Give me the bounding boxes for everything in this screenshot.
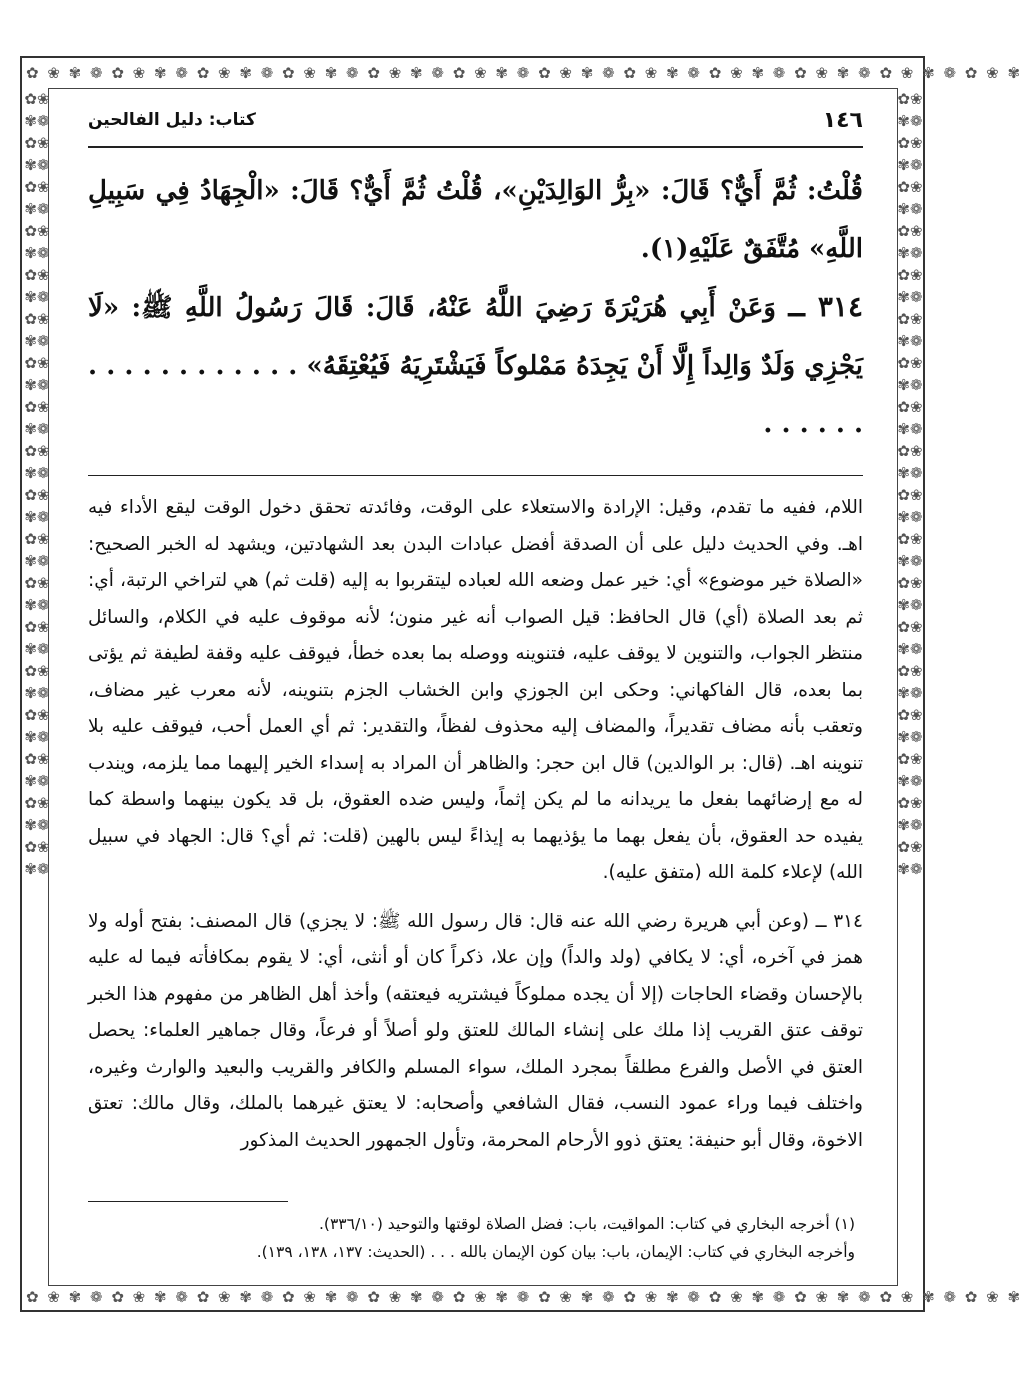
right-ornament-band: ✿❀✾❁✿❀✾❁✿❀✾❁✿❀✾❁✿❀✾❁✿❀✾❁✿❀✾❁✿❀✾❁✿❀✾❁✿❀✾❁✿❀✾❁✿❀✾❁✿❀✾❁✿❀✾❁✿❀✾❁✿❀✾❁✿❀✾❁✿❀✾❁ <box>897 90 923 878</box>
footnote-divider <box>88 1201 288 1202</box>
hadith-number: ٣١٤ ــ <box>788 290 864 323</box>
commentary-paragraph: اللام، ففيه ما تقدم، وقيل: الإرادة والاستعلاء على الوقت، وفائدته تحقق دخول الوقت ليقع الأداء فيه اهـ. وفي الحديث دليل على أن الصدقة أفضل عبادات البدن بعد الشهادتين، ويشهد له الخبر الصحيح: «الصلاة خير موضوع» أي: خير عمل وضعه الله لعباده ليتقربوا به إليه (قلت ثم) هي لتراخي الرتبة، أي: ثم بعد الصلاة (أي) قال الحافظ: قيل الصواب أنه غير منون؛ لأنه موقوف عليه في الكلام، والسائل منتظر الجواب، والتنوين لا يوقف عليه، فتنوينه ووصله بما بعده خطأ، فيوقف عليه وقفة لطيفة ثم يؤتى بما بعده، قال الفاكهاني: وحكى ابن الجوزي وابن الخشاب الجزم بتنوينه، لأنه معرب غير مضاف، وتعقب بأنه مضاف تقديراً، والمضاف إليه محذوف لفظاً، والتقدير: ثم أي العمل أحب، فيوقف عليه بلا تنوينه اهـ. (قال: بر الوالدين) قال ابن حجر: والظاهر أن المراد به إسداء الخير إليهما مما يلزمه، ويندب له مع إرضائهما بفعل ما يريدانه ما لم يكن إثماً، وليس ضده العقوق، بل قد يكون بينهما واسطة كما يفيده حد العقوق، بأن يفعل بهما ما يؤذيهما به إيذاءً ليس بالهين (قلت: ثم أي؟ قال: الجهاد في سبيل الله) لإعلاء كلمة الله (متفق عليه). <box>88 497 863 883</box>
section-divider <box>88 475 863 476</box>
hadith-paragraph <box>88 278 863 453</box>
hadith-text-block <box>88 162 863 453</box>
commentary-block <box>88 490 863 1159</box>
hadith-body: وَعَنْ أَبِي هُرَيْرَةَ رَضِيَ اللَّهُ عَنْهُ، قَالَ: قَالَ رَسُولُ اللَّهِ ﷺ: «لَا يَجْزِي وَلَدٌ وَالِداً إِلَّا أَنْ يَجِدَهُ مَمْلوكاً فَيَشْتَرِيَهُ فَيُعْتِقَهُ» . . . . . . . . . . . . . . . . . . <box>88 293 863 439</box>
running-header <box>88 94 863 148</box>
bottom-ornament-band: ✿ ❀ ✾ ❁ ✿ ❀ ✾ ❁ ✿ ❀ ✾ ❁ ✿ ❀ ✾ ❁ ✿ ❀ ✾ ❁ ✿ ❀ ✾ ❁ ✿ ❀ ✾ ❁ ✿ ❀ ✾ ❁ ✿ ❀ ✾ ❁ ✿ ❀ ✾ ❁ ✿ ❀ ✾ ❁ ✿ ❀ ✾ <box>26 1288 1022 1306</box>
footnote: (١) أخرجه البخاري في كتاب: المواقيت، باب: فضل الصلاة لوقتها والتوحيد (٣٣٦/١٠). <box>318 1215 855 1233</box>
footnote: وأخرجه البخاري في كتاب: الإيمان، باب: بيان كون الإيمان بالله . . . (الحديث: ١٣٧، ١٣٨، ١٣٩). <box>256 1243 855 1261</box>
page-number: ١٤٦ <box>822 107 863 133</box>
page-content <box>88 94 863 1266</box>
book-title: كتاب: دليل الفالحين <box>88 110 256 130</box>
left-ornament-band: ✿❀✾❁✿❀✾❁✿❀✾❁✿❀✾❁✿❀✾❁✿❀✾❁✿❀✾❁✿❀✾❁✿❀✾❁✿❀✾❁✿❀✾❁✿❀✾❁✿❀✾❁✿❀✾❁✿❀✾❁✿❀✾❁✿❀✾❁✿❀✾❁ <box>24 90 50 878</box>
hadith-paragraph: قُلْتُ: ثُمَّ أَيٌّ؟ قَالَ: «بِرُّ الوَالِدَيْنِ»، قُلْتُ ثُمَّ أَيٌّ؟ قَالَ: «الْجِهَادُ فِي سَبِيلِ اللَّهِ» مُتَّفَقٌ عَلَيْهِ(١). <box>88 176 863 264</box>
top-ornament-band: ✿ ❀ ✾ ❁ ✿ ❀ ✾ ❁ ✿ ❀ ✾ ❁ ✿ ❀ ✾ ❁ ✿ ❀ ✾ ❁ ✿ ❀ ✾ ❁ ✿ ❀ ✾ ❁ ✿ ❀ ✾ ❁ ✿ ❀ ✾ ❁ ✿ ❀ ✾ ❁ ✿ ❀ ✾ ❁ ✿ ❀ ✾ <box>26 64 1022 82</box>
commentary-paragraph: ٣١٤ ــ (وعن أبي هريرة رضي الله عنه قال: قال رسول الله ﷺ: لا يجزي) قال المصنف: بفتح أوله ولا همز في آخره، أي: لا يكافي (ولد والداً) وإن علا، ذكراً كان أو أنثى، أي: لا يقوم بمكافأته فيما له عليه بالإحسان وقضاء الحاجات (إلا أن يجده مملوكاً فيشتريه فيعتقه) وأخذ أهل الظاهر من مفهوم هذا الخبر توقف عتق القريب إذا ملك على إنشاء المالك للعتق ولو أصلاً أو فرعاً، وقال جماهير العلماء: يحصل العتق في الأصل والفرع مطلقاً بمجرد الملك، سواء المسلم والكافر والقريب والبعيد والوارث وغيره، واختلف فيما وراء عمود النسب، فقال الشافعي وأصحابه: لا يعتق غيرهما بالملك، وقال مالك: تعتق الاخوة، وقال أبو حنيفة: يعتق ذوو الأرحام المحرمة، وتأول الجمهور الحديث المذكور <box>88 910 863 1151</box>
footnotes-block <box>88 1210 863 1266</box>
